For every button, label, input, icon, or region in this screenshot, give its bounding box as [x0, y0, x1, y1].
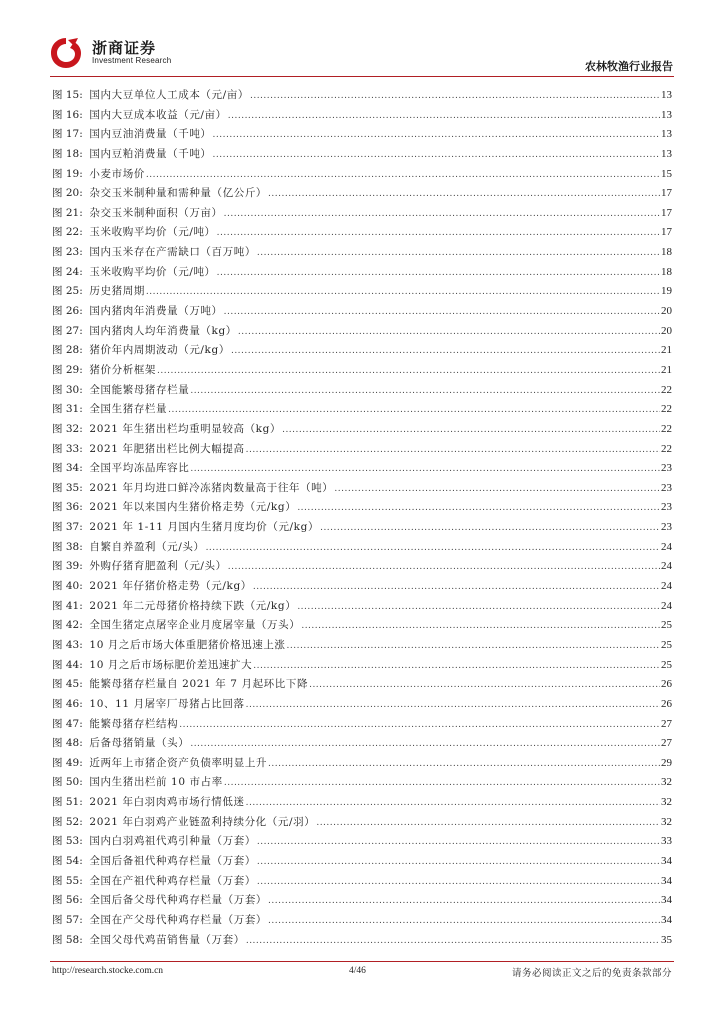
figure-label: 图 35: [52, 481, 90, 494]
toc-entry[interactable] [52, 872, 672, 892]
toc-entry[interactable] [52, 440, 672, 460]
figure-page-number: 26 [661, 697, 672, 710]
logo-english-name: Investment Research [92, 56, 172, 65]
figure-title[interactable]: 国内豆粕消费量（千吨） [89, 147, 212, 160]
toc-entry[interactable] [52, 381, 672, 401]
figure-page-number: 13 [661, 89, 672, 101]
figure-label: 图 21: [52, 206, 90, 219]
toc-entry[interactable] [52, 223, 672, 243]
toc-entry[interactable] [52, 891, 672, 911]
page-header [0, 0, 724, 80]
figure-title[interactable]: 2021 年月均进口鲜冷冻猪肉数量高于往年（吨） [89, 481, 334, 494]
figure-label: 图 52: [52, 815, 90, 828]
toc-entry[interactable] [52, 636, 672, 656]
toc-entry[interactable] [52, 302, 672, 322]
figure-label: 图 47: [52, 717, 90, 730]
toc-entry[interactable] [52, 577, 672, 597]
figure-label: 图 29: [52, 363, 90, 376]
leader-dots [179, 715, 660, 735]
figure-label: 图 53: [52, 835, 90, 848]
figure-title[interactable]: 2021 年肥猪出栏比例大幅提高 [89, 442, 245, 455]
figure-page-number: 19 [661, 285, 672, 298]
figure-label: 图 25: [52, 285, 90, 298]
toc-entry[interactable] [52, 165, 672, 185]
figure-title[interactable]: 10、11 月屠宰厂母猪占比回落 [89, 697, 245, 710]
leader-dots [253, 577, 660, 597]
figure-page-number: 22 [661, 403, 672, 416]
figure-page-number: 25 [661, 619, 672, 632]
figure-page-number: 32 [661, 815, 672, 828]
figure-title[interactable]: 10 月之后市场大体重肥猪价格迅速上涨 [89, 638, 286, 651]
figure-page-number: 32 [661, 796, 672, 809]
figure-label: 图 34: [52, 462, 90, 475]
figure-title[interactable]: 全国生猪存栏量 [89, 403, 168, 416]
leader-dots [224, 204, 660, 224]
toc-entry[interactable] [52, 400, 672, 420]
figure-label: 图 28: [52, 344, 90, 357]
page-number: 4/46 [349, 966, 366, 976]
figure-page-number: 22 [661, 422, 672, 435]
toc-entry[interactable] [52, 282, 672, 302]
figure-label: 图 45: [52, 678, 90, 691]
figure-title[interactable]: 10 月之后市场标肥价差迅速扩大 [89, 658, 253, 671]
leader-dots [146, 282, 660, 302]
toc-entry[interactable] [52, 184, 672, 204]
figure-label: 图 46: [52, 697, 90, 710]
figure-label: 图 54: [52, 854, 90, 867]
leader-dots [231, 341, 660, 361]
figure-title[interactable]: 近两年上市猪企资产负债率明显上升 [89, 756, 268, 769]
toc-entry[interactable] [52, 597, 672, 617]
leader-dots [190, 459, 660, 479]
figure-page-number: 24 [661, 599, 672, 612]
toc-entry[interactable] [52, 538, 672, 558]
toc-entry[interactable] [52, 656, 672, 676]
figure-label: 图 42: [52, 619, 90, 632]
leader-dots [246, 695, 660, 715]
figure-label: 图 17: [52, 128, 90, 141]
leader-dots [268, 891, 660, 911]
figure-title[interactable]: 全国能繁母猪存栏量 [89, 383, 190, 396]
figure-title[interactable]: 全国后备祖代种鸡存栏量（万套） [89, 854, 256, 867]
figure-label: 图 20: [52, 187, 90, 200]
figure-page-number: 23 [661, 462, 672, 475]
toc-entry[interactable] [52, 734, 672, 754]
figure-title[interactable]: 小麦市场价 [89, 167, 145, 180]
figure-title[interactable]: 后备母猪销量（头） [89, 737, 190, 750]
figure-label: 图 23: [52, 246, 90, 259]
logo-chinese-name: 浙商证券 [92, 39, 157, 57]
figure-title[interactable]: 自繁自养盈利（元/头） [89, 540, 205, 553]
toc-entry[interactable] [52, 911, 672, 931]
leader-dots [250, 86, 660, 106]
toc-entry[interactable] [52, 557, 672, 577]
figure-page-number: 17 [661, 226, 672, 239]
figure-title[interactable]: 国内大豆成本收益（元/亩） [89, 108, 227, 121]
figure-label: 图 33: [52, 442, 90, 455]
leader-dots [206, 538, 660, 558]
leader-dots [287, 636, 660, 656]
leader-dots [282, 420, 660, 440]
toc-entry[interactable] [52, 86, 672, 106]
toc-entry[interactable] [52, 479, 672, 499]
figure-label: 图 24: [52, 265, 90, 278]
figure-label: 图 57: [52, 913, 90, 926]
toc-entry[interactable] [52, 616, 672, 636]
figure-label: 图 48: [52, 737, 90, 750]
leader-dots [316, 813, 660, 833]
figure-page-number: 23 [661, 501, 672, 514]
leader-dots [301, 616, 660, 636]
figure-page-number: 34 [661, 854, 672, 867]
figure-title[interactable]: 全国平均冻品库容比 [89, 462, 190, 475]
toc-entry[interactable] [52, 125, 672, 145]
leader-dots [213, 125, 660, 145]
leader-dots [297, 597, 660, 617]
figure-title[interactable]: 历史猪周期 [89, 285, 145, 298]
figure-title[interactable]: 国内白羽鸡祖代鸡引种量（万套） [89, 835, 256, 848]
toc-entry[interactable] [52, 754, 672, 774]
figure-label: 图 37: [52, 521, 90, 534]
figure-title[interactable]: 玉米收购平均价（元/吨） [89, 265, 216, 278]
leader-dots [257, 852, 660, 872]
leader-dots [246, 931, 660, 951]
figure-label: 图 22: [52, 226, 90, 239]
toc-entry[interactable] [52, 715, 672, 735]
figure-page-number: 22 [661, 442, 672, 455]
leader-dots [238, 322, 660, 342]
leader-dots [297, 498, 660, 518]
figure-label: 图 16: [52, 108, 90, 121]
company-logo [48, 36, 198, 70]
figure-title[interactable]: 全国后备父母代种鸡存栏量（万套） [89, 894, 268, 907]
toc-entry[interactable] [52, 106, 672, 126]
figure-title[interactable]: 玉米收购平均价（元/吨） [89, 226, 216, 239]
figure-title[interactable]: 能繁母猪存栏结构 [89, 717, 179, 730]
figure-title[interactable]: 全国生猪定点屠宰企业月度屠宰量（万头） [89, 619, 301, 632]
figure-label: 图 56: [52, 894, 90, 907]
logo-mark-icon [48, 36, 84, 70]
leader-dots [309, 675, 660, 695]
leader-dots [213, 145, 660, 165]
figure-page-number: 23 [661, 521, 672, 534]
figure-title[interactable]: 国内大豆单位人工成本（元/亩） [89, 89, 249, 101]
figure-label: 图 44: [52, 658, 90, 671]
header-divider [50, 76, 674, 77]
figure-page-number: 18 [661, 246, 672, 259]
figure-label: 图 41: [52, 599, 90, 612]
leader-dots [253, 656, 660, 676]
figure-label: 图 32: [52, 422, 90, 435]
figure-label: 图 26: [52, 305, 90, 318]
figure-title[interactable]: 外购仔猪育肥盈利（元/头） [89, 560, 227, 573]
figure-page-number: 24 [661, 580, 672, 593]
figure-page-number: 20 [661, 305, 672, 318]
toc-entry[interactable] [52, 773, 672, 793]
figure-page-number: 29 [661, 756, 672, 769]
report-title: 农林牧渔行业报告 [585, 60, 673, 73]
toc-entry[interactable] [52, 420, 672, 440]
leader-dots [224, 302, 660, 322]
figure-label: 图 39: [52, 560, 90, 573]
leader-dots [246, 793, 660, 813]
figure-page-number: 17 [661, 206, 672, 219]
figure-title[interactable]: 2021 年白羽肉鸡市场行情低迷 [89, 796, 245, 809]
figure-label: 图 58: [52, 933, 90, 946]
figure-title[interactable]: 2021 年仔猪价格走势（元/kg） [89, 580, 252, 593]
figure-page-number: 13 [661, 108, 672, 121]
figure-page-number: 21 [661, 363, 672, 376]
figure-page-number: 20 [661, 324, 672, 337]
figure-page-number: 25 [661, 658, 672, 671]
figure-page-number: 34 [661, 874, 672, 887]
figure-page-number: 25 [661, 638, 672, 651]
figure-title[interactable]: 猪价分析框架 [89, 363, 157, 376]
figure-label: 图 18: [52, 147, 90, 160]
toc-entry[interactable] [52, 361, 672, 381]
figure-page-number: 17 [661, 187, 672, 200]
leader-dots [268, 911, 660, 931]
figure-title[interactable]: 杂交玉米制种量和需种量（亿公斤） [89, 187, 268, 200]
leader-dots [190, 381, 660, 401]
figure-label: 图 55: [52, 874, 90, 887]
figure-label: 图 19: [52, 167, 90, 180]
figure-label: 图 40: [52, 580, 90, 593]
leader-dots [146, 165, 660, 185]
figure-title[interactable]: 国内玉米存在产需缺口（百万吨） [89, 246, 256, 259]
figure-page-number: 13 [661, 128, 672, 141]
leader-dots [228, 557, 660, 577]
figure-label: 图 50: [52, 776, 90, 789]
footer-disclaimer: 请务必阅读正文之后的免责条款部分 [511, 968, 672, 979]
figure-list [52, 86, 672, 950]
toc-entry[interactable] [52, 459, 672, 479]
figure-label: 图 15: [52, 89, 90, 101]
figure-label: 图 31: [52, 403, 90, 416]
figure-title[interactable]: 全国在产祖代种鸡存栏量（万套） [89, 874, 256, 887]
figure-label: 图 27: [52, 324, 90, 337]
toc-entry[interactable] [52, 341, 672, 361]
figure-page-number: 13 [661, 147, 672, 160]
toc-entry[interactable] [52, 675, 672, 695]
footer-url-link[interactable]: http://research.stocke.com.cn [52, 966, 164, 976]
figure-label: 图 49: [52, 756, 90, 769]
leader-dots [224, 773, 660, 793]
figure-page-number: 18 [661, 265, 672, 278]
toc-entry[interactable] [52, 322, 672, 342]
leader-dots [257, 872, 660, 892]
leader-dots [320, 518, 660, 538]
figure-title[interactable]: 国内生猪出栏前 10 市占率 [89, 776, 223, 789]
figure-title[interactable]: 国内豆油消费量（千吨） [89, 128, 212, 141]
figure-page-number: 35 [661, 933, 672, 946]
figure-title[interactable]: 2021 年 1-11 月国内生猪月度均价（元/kg） [89, 521, 320, 534]
figure-page-number: 15 [661, 167, 672, 180]
leader-dots [334, 479, 660, 499]
toc-entry[interactable] [52, 263, 672, 283]
figure-page-number: 34 [661, 894, 672, 907]
figure-title[interactable]: 杂交玉米制种面积（万亩） [89, 206, 223, 219]
figure-title[interactable]: 2021 年以来国内生猪价格走势（元/kg） [89, 501, 297, 514]
figure-page-number: 33 [661, 835, 672, 848]
figure-page-number: 21 [661, 344, 672, 357]
toc-entry[interactable] [52, 832, 672, 852]
leader-dots [190, 734, 660, 754]
figure-page-number: 32 [661, 776, 672, 789]
footer-divider [50, 961, 674, 962]
leader-dots [157, 361, 660, 381]
leader-dots [168, 400, 660, 420]
toc-entry[interactable] [52, 852, 672, 872]
toc-entry[interactable] [52, 145, 672, 165]
leader-dots [217, 263, 660, 283]
figure-title[interactable]: 国内猪肉人均年消费量（kg） [89, 324, 237, 337]
leader-dots [257, 243, 660, 263]
leader-dots [257, 832, 660, 852]
figure-title[interactable]: 2021 年生猪出栏均重明显较高（kg） [89, 422, 282, 435]
leader-dots [217, 223, 660, 243]
figure-label: 图 38: [52, 540, 90, 553]
leader-dots [228, 106, 660, 126]
figure-title[interactable]: 全国在产父母代种鸡存栏量（万套） [89, 913, 268, 926]
toc-entry[interactable] [52, 931, 672, 951]
figure-page-number: 24 [661, 560, 672, 573]
figure-title[interactable]: 能繁母猪存栏量自 2021 年 7 月起环比下降 [89, 678, 309, 691]
figure-title[interactable]: 猪价年内周期波动（元/kg） [89, 344, 230, 357]
figure-label: 图 51: [52, 796, 90, 809]
figure-page-number: 27 [661, 737, 672, 750]
figure-page-number: 24 [661, 540, 672, 553]
toc-entry[interactable] [52, 498, 672, 518]
toc-entry[interactable] [52, 793, 672, 813]
toc-entry[interactable] [52, 518, 672, 538]
leader-dots [268, 184, 660, 204]
figure-page-number: 23 [661, 481, 672, 494]
figure-page-number: 27 [661, 717, 672, 730]
figure-label: 图 30: [52, 383, 90, 396]
toc-entry[interactable] [52, 204, 672, 224]
figure-page-number: 22 [661, 383, 672, 396]
toc-entry[interactable] [52, 813, 672, 833]
toc-entry[interactable] [52, 695, 672, 715]
figure-label: 图 43: [52, 638, 90, 651]
figure-page-number: 34 [661, 913, 672, 926]
figure-label: 图 36: [52, 501, 90, 514]
figure-title[interactable]: 全国父母代鸡苗销售量（万套） [89, 933, 245, 946]
leader-dots [268, 754, 660, 774]
leader-dots [246, 440, 660, 460]
figure-title[interactable]: 国内猪肉年消费量（万吨） [89, 305, 223, 318]
toc-entry[interactable] [52, 243, 672, 263]
figure-title[interactable]: 2021 年白羽鸡产业链盈利持续分化（元/羽） [89, 815, 316, 828]
figure-title[interactable]: 2021 年二元母猪价格持续下跌（元/kg） [89, 599, 297, 612]
figure-page-number: 26 [661, 678, 672, 691]
